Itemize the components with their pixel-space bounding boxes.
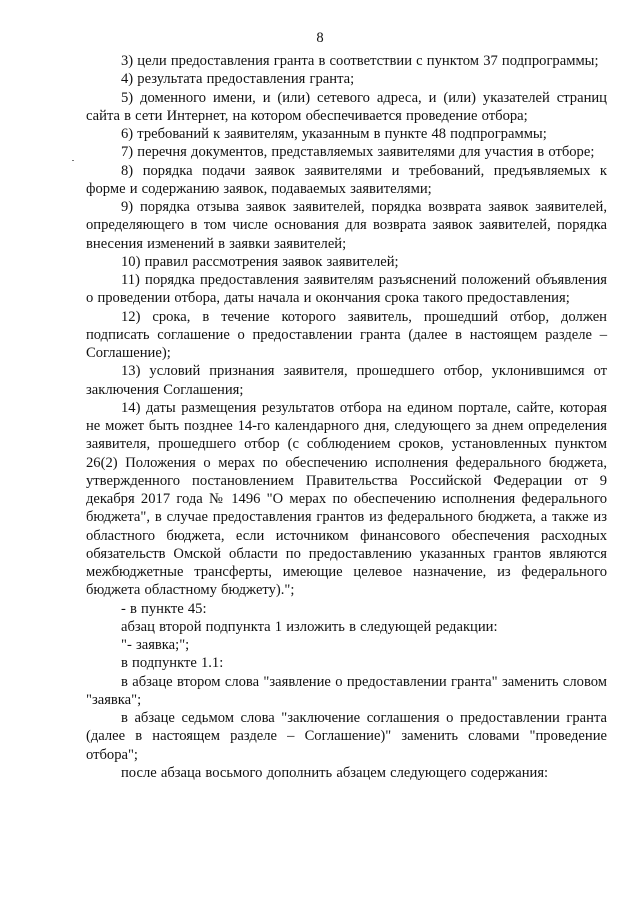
paragraph-item-13: 13) условий признания заявителя, прошедшего отбор, уклонившимся от заключения Соглашения; (86, 363, 607, 398)
page-number: 8 (316, 30, 324, 46)
paragraph-item-9: 9) порядка отзыва заявок заявителей, порядка возврата заявок заявителей, определяющего в том числе основания для возврата заявок заявителей, порядка внесения изменений в заявки заявителей; (86, 199, 607, 252)
paragraph-item-8: 8) порядка подачи заявок заявителями и требований, предъявляемых к форме и содержанию заявок, подаваемых заявителями; (86, 162, 607, 197)
margin-mark (72, 160, 74, 161)
paragraph-quote-zayavka: "- заявка;"; (121, 637, 190, 653)
paragraph-clause-45: - в пункте 45: (121, 600, 207, 617)
paragraph-amendment-4: после абзаца восьмого дополнить абзацем следующего содержания: (121, 764, 549, 781)
paragraph-subclause-1-1: в подпункте 1.1: (121, 655, 224, 672)
paragraph-amendment-2: в абзаце втором слова "заявление о предоставлении гранта" заменить словом "заявка"; (86, 673, 607, 708)
paragraph-item-5: 5) доменного имени, и (или) сетевого адреса, и (или) указателей страниц сайта в сети Интернет, на котором обеспечивается проведение отбора; (86, 89, 607, 124)
paragraph-item-12: 12) срока, в течение которого заявитель, прошедший отбор, должен подписать соглашение о предоставлении гранта (далее в настоящем разделе – Соглашение); (86, 308, 607, 361)
document-body (86, 52, 607, 782)
paragraph-item-10: 10) правил рассмотрения заявок заявителей; (121, 253, 399, 270)
paragraph-item-7: 7) перечня документов, представляемых заявителями для участия в отборе; (121, 144, 595, 161)
paragraph-amendment-1: абзац второй подпункта 1 изложить в следующей редакции: (121, 618, 498, 635)
paragraph-item-14: 14) даты размещения результатов отбора на едином портале, сайте, которая не может быть позднее 14-го календарного дня, следующего за днем определения заявителя, прошедшего отбор (с соблюдением сроков, установленных пунктом 26(2) Положения о мерах по обеспечению исполнения федерального бюджета, утвержденного постановлением Правительства Российской Федерации от 9 декабря 2017 года № 1496 "О мерах по обеспечению исполнения федерального бюджета", в случае предоставления грантов из федерального бюджета, а также из областного бюджета, если источником финансового обеспечения расходных обязательств Омской области по предоставлению указанных грантов являются межбюджетные трансферты, имеющие целевое назначение, из федерального бюджета областному бюджету)."; (86, 399, 607, 599)
paragraph-item-3: 3) цели предоставления гранта в соответствии с пунктом 37 подпрограммы; (121, 53, 599, 69)
paragraph-item-11: 11) порядка предоставления заявителям разъяснений положений объявления о проведении отбора, даты начала и окончания срока такого предоставления; (86, 272, 607, 307)
paragraph-item-6: 6) требований к заявителям, указанным в пункте 48 подпрограммы; (121, 126, 547, 142)
paragraph-amendment-3: в абзаце седьмом слова "заключение соглашения о предоставлении гранта (далее в настоящем разделе – Соглашение)" заменить словами "проведение отбора"; (86, 710, 607, 763)
paragraph-item-4: 4) результата предоставления гранта; (121, 71, 355, 88)
